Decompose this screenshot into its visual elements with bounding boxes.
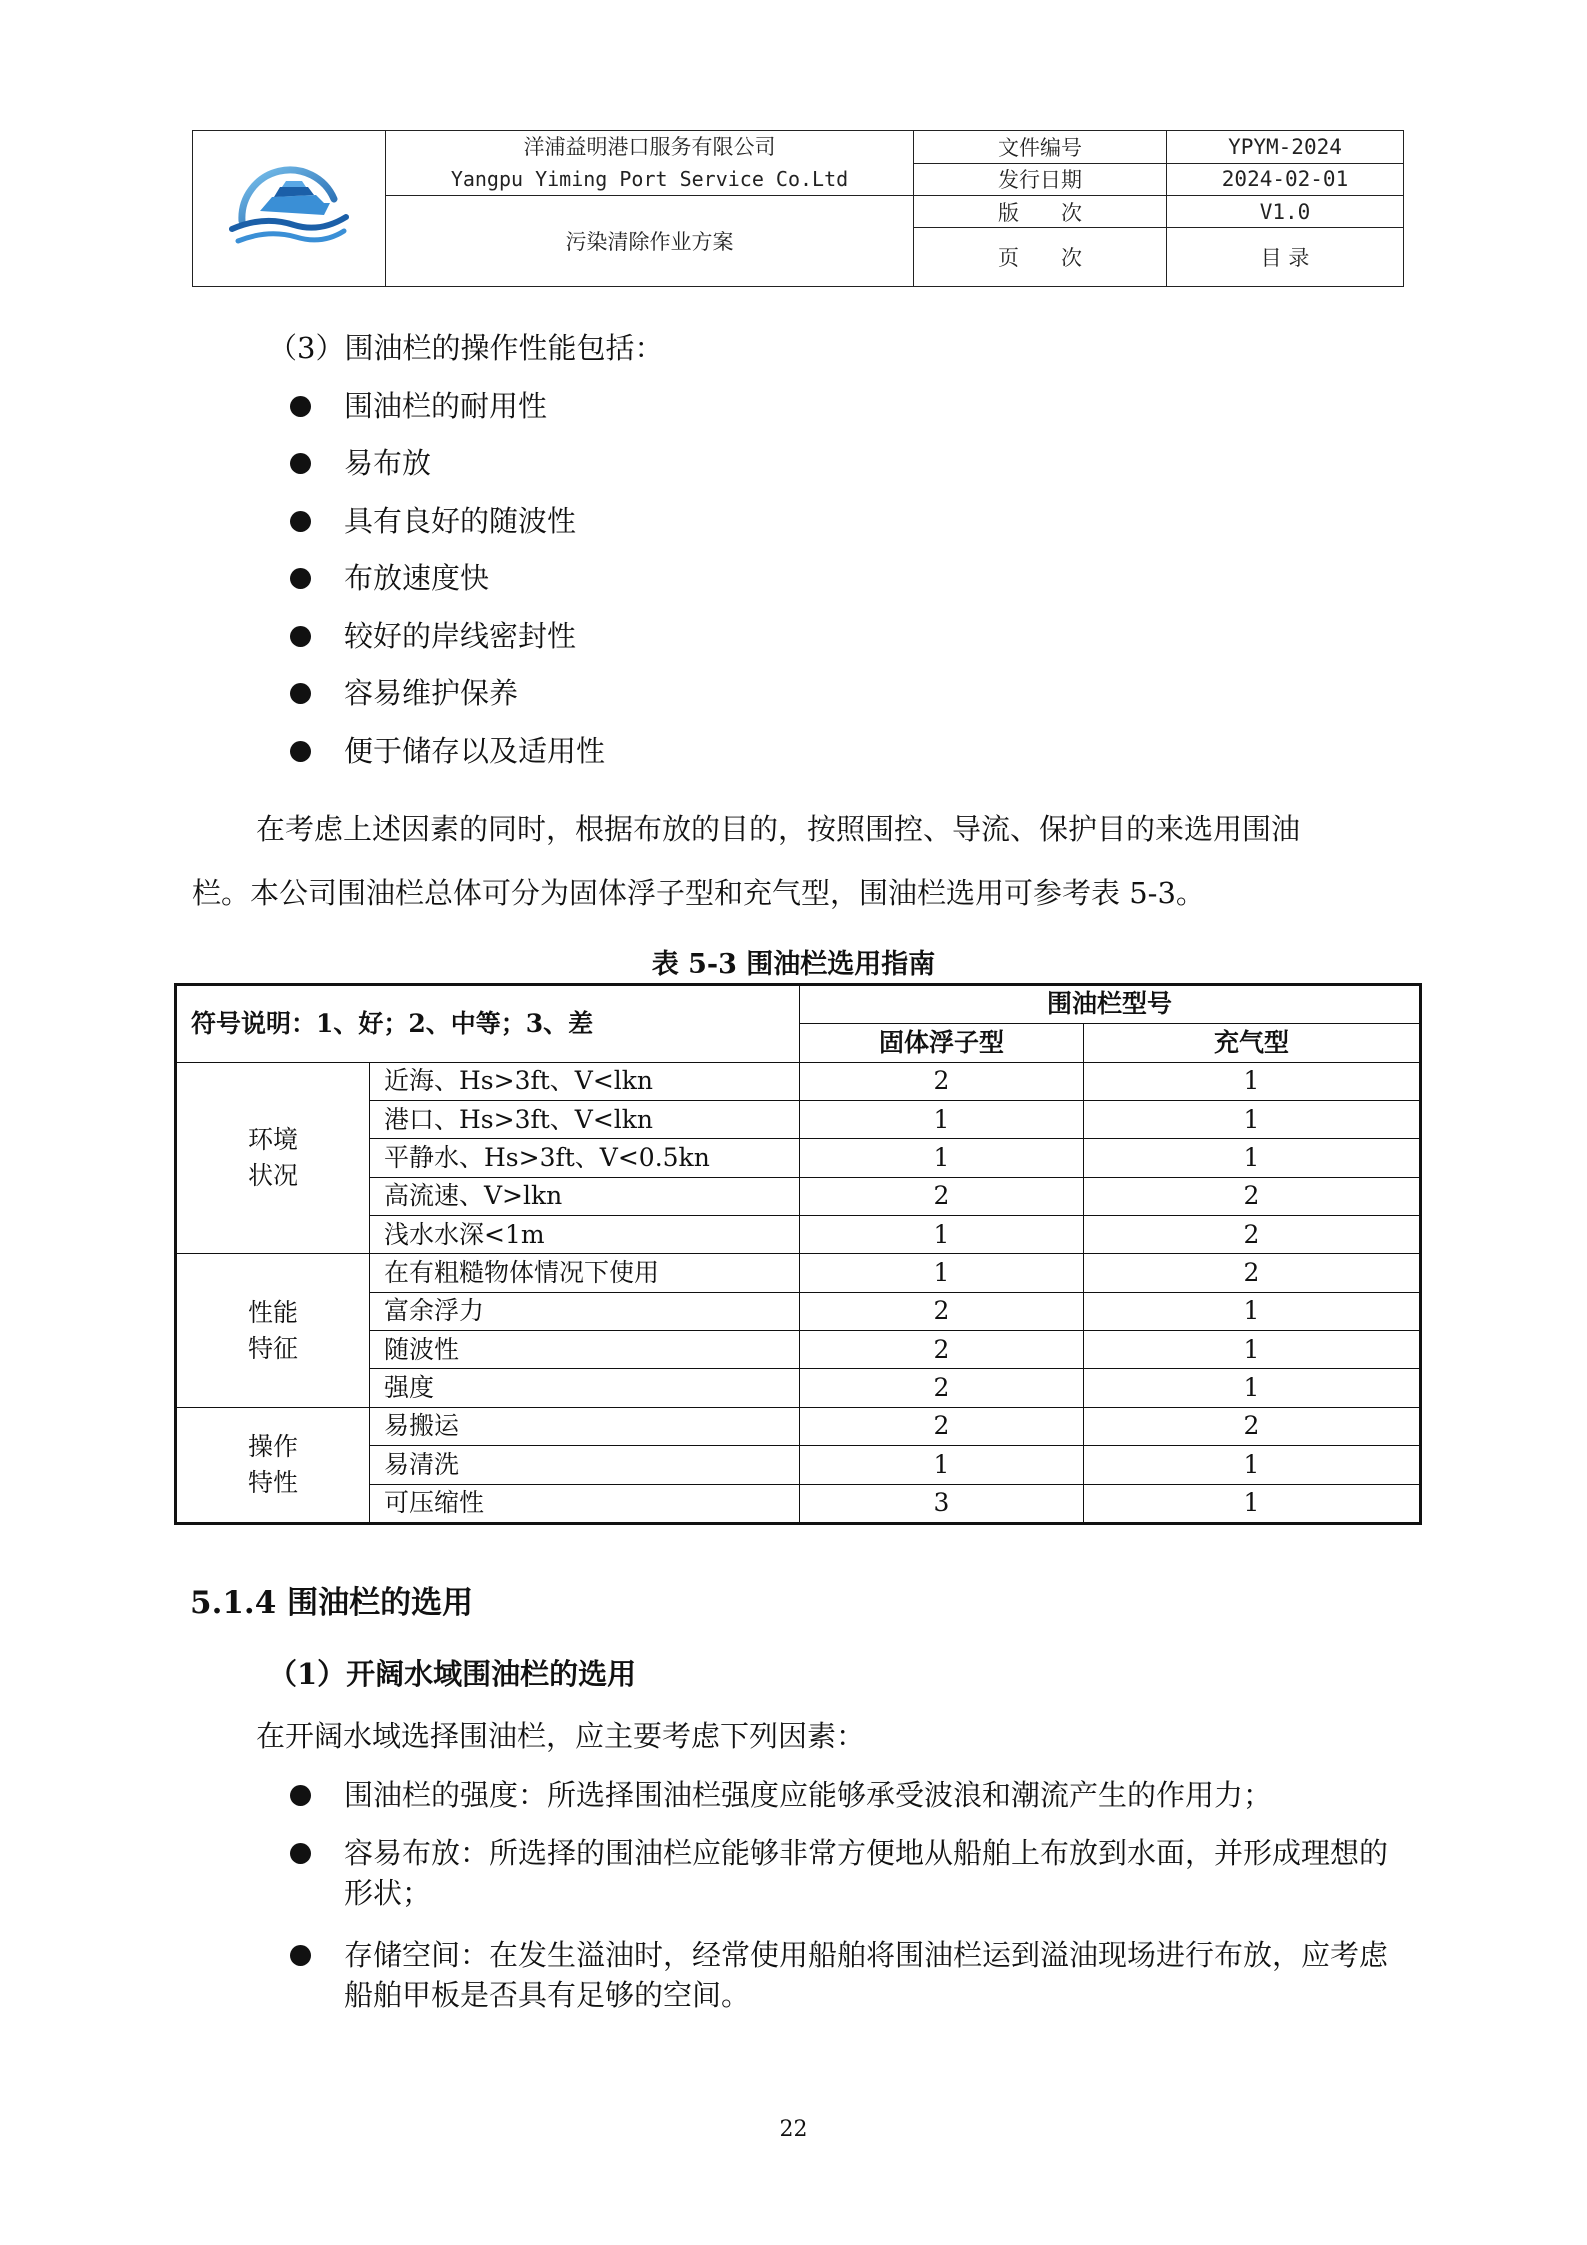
table-cell-value: 1	[1084, 1139, 1421, 1177]
table-cell-item: 在有粗糙物体情况下使用	[370, 1254, 800, 1292]
table-cell-value: 1	[800, 1254, 1084, 1292]
table-cell-value: 1	[800, 1216, 1084, 1254]
bullet-icon	[290, 1843, 311, 1864]
table-cell-value: 2	[1084, 1216, 1421, 1254]
table-cell-value: 1	[1084, 1446, 1421, 1484]
table-group-label: 操作 特性	[176, 1407, 370, 1523]
table-column-header: 固体浮子型	[800, 1023, 1084, 1062]
header-value: YPYM-2024	[1167, 131, 1404, 164]
table-cell-value: 1	[1084, 1484, 1421, 1524]
header-value: 目 录	[1167, 228, 1404, 287]
header-value: V1.0	[1167, 196, 1404, 228]
table-row	[176, 1407, 1421, 1445]
table-cell-item: 富余浮力	[370, 1292, 800, 1330]
bullet-icon	[290, 511, 311, 532]
company-name-cn: 洋浦益明港口服务有限公司	[523, 135, 776, 159]
table-cell-value: 2	[800, 1292, 1084, 1330]
table-row	[176, 1062, 1421, 1100]
table-cell-item: 强度	[370, 1369, 800, 1407]
table-cell-item: 可压缩性	[370, 1484, 800, 1524]
table-cell-value: 2	[800, 1407, 1084, 1445]
header-label: 发行日期	[914, 163, 1167, 196]
table-cell-value: 2	[800, 1062, 1084, 1100]
paragraph-line: 在开阔水域选择围油栏，应主要考虑下列因素：	[256, 1719, 866, 1753]
table-cell-value: 1	[800, 1139, 1084, 1177]
table-cell-value: 1	[1084, 1369, 1421, 1407]
header-value: 2024-02-01	[1167, 163, 1404, 196]
table-cell-item: 浅水水深<1m	[370, 1216, 800, 1254]
table-cell-item: 平静水、Hs>3ft、V<0.5kn	[370, 1139, 800, 1177]
table-cell-value: 1	[800, 1101, 1084, 1139]
bullet-icon	[290, 396, 311, 417]
table-cell-item: 易搬运	[370, 1407, 800, 1445]
table-cell-value: 2	[1084, 1254, 1421, 1292]
company-name-en: Yangpu Yiming Port Service Co.Ltd	[450, 167, 849, 191]
table-cell-value: 2	[1084, 1407, 1421, 1445]
boom-selection-table	[174, 983, 1422, 1525]
header-label: 页 次	[914, 228, 1167, 287]
table-column-header: 充气型	[1084, 1023, 1421, 1062]
table-cell-item: 近海、Hs>3ft、V<lkn	[370, 1062, 800, 1100]
bullet-icon	[290, 568, 311, 589]
header-label: 文件编号	[914, 131, 1167, 164]
table-cell-value: 1	[1084, 1101, 1421, 1139]
ship-wave-logo-icon	[224, 159, 354, 259]
table-cell-value: 1	[1084, 1331, 1421, 1369]
bullet-icon	[290, 683, 311, 704]
table-legend: 符号说明：1、好；2、中等；3、差	[176, 985, 800, 1063]
bullet-icon	[290, 741, 311, 762]
table-group-label: 性能 特征	[176, 1254, 370, 1407]
header-label: 版 次	[914, 196, 1167, 228]
table-cell-item: 港口、Hs>3ft、V<lkn	[370, 1101, 800, 1139]
table-caption: 表 5-3 围油栏选用指南	[651, 949, 936, 980]
table-cell-value: 2	[1084, 1177, 1421, 1215]
table-cell-value: 1	[1084, 1062, 1421, 1100]
table-row	[176, 1254, 1421, 1292]
table-cell-value: 1	[800, 1446, 1084, 1484]
table-cell-value: 3	[800, 1484, 1084, 1524]
section-heading: 5.1.4 围油栏的选用	[190, 1585, 474, 1621]
table-cell-item: 易清洗	[370, 1446, 800, 1484]
paragraph-line: 栏。本公司围油栏总体可分为固体浮子型和充气型，围油栏选用可参考表 5-3。	[192, 876, 1205, 910]
bullet-icon	[290, 1785, 311, 1806]
document-header	[192, 130, 1404, 287]
paragraph-line: 在考虑上述因素的同时，根据布放的目的，按照围控、导流、保护目的来选用围油	[256, 812, 1301, 846]
table-cell-item: 随波性	[370, 1331, 800, 1369]
document-title: 污染清除作业方案	[386, 196, 914, 287]
logo-cell	[193, 131, 386, 287]
bullet-icon	[290, 626, 311, 647]
bullet-icon	[290, 453, 311, 474]
bullet-icon	[290, 1945, 311, 1966]
page-number: 22	[779, 2117, 808, 2142]
company-name-cell	[386, 131, 914, 196]
subsection-heading: （1）开阔水域围油栏的选用	[268, 1657, 637, 1691]
table-column-group-header: 围油栏型号	[800, 985, 1421, 1024]
table-cell-value: 2	[800, 1369, 1084, 1407]
table-group-label: 环境 状况	[176, 1062, 370, 1254]
table-cell-value: 1	[1084, 1292, 1421, 1330]
section-heading: （3）围油栏的操作性能包括：	[268, 331, 664, 365]
table-cell-item: 高流速、V>lkn	[370, 1177, 800, 1215]
table-cell-value: 2	[800, 1331, 1084, 1369]
table-cell-value: 2	[800, 1177, 1084, 1215]
